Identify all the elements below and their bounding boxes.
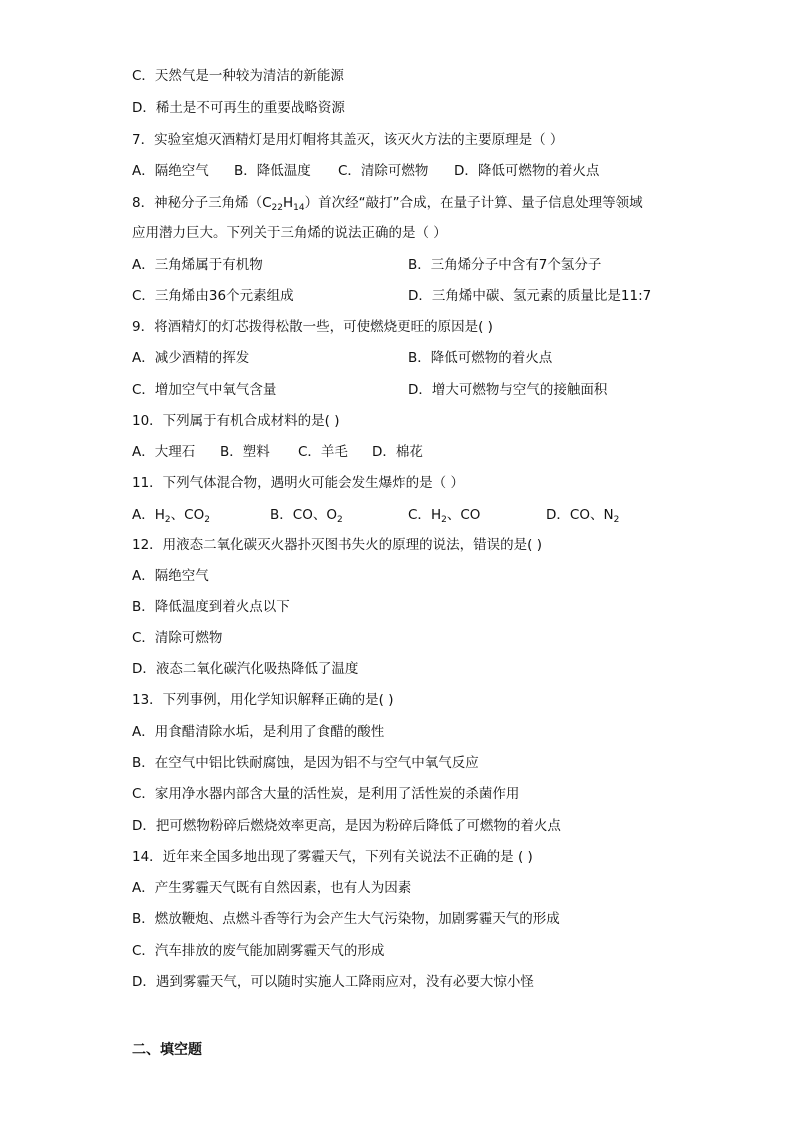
question-14: 14．近年来全国多地出现了雾霾天气，下列有关说法不正确的是 ( ) — [132, 849, 533, 865]
option-6c: C．天然气是一种较为清洁的新能源 — [132, 68, 344, 84]
q10-option-c: C．羊毛 — [298, 444, 348, 460]
section-heading-fill-in: 二、填空题 — [132, 1042, 202, 1058]
q8-text-post: ）首次经“敲打”合成，在量子计算、量子信息处理等领域 — [304, 195, 643, 211]
q14-option-b: B．燃放鞭炮、点燃斗香等行为会产生大气污染物，加剧雾霾天气的形成 — [132, 911, 560, 927]
q8-option-d: D．三角烯中碳、氢元素的质量比是11:7 — [408, 288, 652, 304]
q11-c-formula-2: CO — [460, 507, 481, 523]
q11-c-separator: 、 — [446, 507, 461, 523]
question-10: 10．下列属于有机合成材料的是( ) — [132, 413, 340, 429]
q11-b-label: B． — [270, 507, 293, 523]
question-7: 7．实验室熄灭酒精灯是用灯帽将其盖灭，该灭火方法的主要原理是（ ） — [132, 132, 564, 148]
q10-option-d: D．棉花 — [372, 444, 423, 460]
q11-d-label: D． — [546, 507, 570, 523]
q10-option-b: B．塑料 — [220, 444, 270, 460]
q11-c-formula-1: H — [430, 507, 442, 523]
q11-option-a — [132, 505, 210, 530]
q11-a-formula-2: CO — [184, 507, 205, 523]
option-6d: D．稀土是不可再生的重要战略资源 — [132, 100, 345, 116]
q11-a-separator: 、 — [170, 507, 185, 523]
q11-b-separator: 、 — [312, 507, 327, 523]
q11-b-subscript-2: 2 — [336, 515, 343, 525]
q11-d-formula-2: N — [603, 507, 614, 523]
q7-option-d: D．降低可燃物的着火点 — [454, 163, 600, 179]
question-12: 12．用液态二氧化碳灭火器扑灭图书失火的原理的说法，错误的是( ) — [132, 537, 543, 553]
q9-option-c: C．增加空气中氧气含量 — [132, 382, 277, 398]
q12-option-a: A．隔绝空气 — [132, 568, 209, 584]
question-8-line-1 — [132, 193, 754, 218]
q14-option-c: C．汽车排放的废气能加剧雾霾天气的形成 — [132, 943, 385, 959]
question-9: 9．将酒精灯的灯芯拨得松散一些，可使燃烧更旺的原因是( ) — [132, 319, 493, 335]
q11-option-c — [408, 505, 480, 530]
q11-c-subscript-1: 2 — [441, 515, 447, 525]
q13-option-c: C．家用净水器内部含大量的活性炭，是利用了活性炭的杀菌作用 — [132, 786, 520, 802]
q11-a-subscript-2: 2 — [204, 515, 210, 525]
q9-option-d: D．增大可燃物与空气的接触面积 — [408, 382, 608, 398]
q7-option-b: B．降低温度 — [234, 163, 311, 179]
q8-text-pre: 8．神秘分子三角烯（C — [132, 195, 272, 211]
q14-option-d: D．遇到雾霾天气，可以随时实施人工降雨应对，没有必要大惊小怪 — [132, 974, 534, 990]
q11-option-d — [546, 505, 619, 530]
q8-text-h: H — [282, 195, 294, 211]
q11-d-separator: 、 — [589, 507, 604, 523]
q13-option-b: B．在空气中铝比铁耐腐蚀，是因为铝不与空气中氧气反应 — [132, 755, 479, 771]
q11-b-formula-1: CO — [292, 507, 313, 523]
q8-option-c: C．三角烯由36个元素组成 — [132, 288, 294, 304]
question-8-line-2: 应用潜力巨大。下列关于三角烯的说法正确的是（ ） — [132, 225, 447, 241]
q12-option-b: B．降低温度到着火点以下 — [132, 599, 290, 615]
q7-option-a: A．隔绝空气 — [132, 163, 209, 179]
q9-option-b: B．降低可燃物的着火点 — [408, 350, 553, 366]
q11-d-subscript-2: 2 — [613, 515, 620, 525]
q11-a-label: A． — [132, 507, 155, 523]
q11-a-formula-1: H — [154, 507, 165, 523]
q10-option-a: A．大理石 — [132, 444, 196, 460]
q8-option-b: B．三角烯分子中含有7个氢分子 — [408, 257, 602, 273]
q11-option-b — [270, 505, 343, 530]
question-11: 11．下列气体混合物，遇明火可能会发生爆炸的是（ ） — [132, 475, 464, 491]
q13-option-a: A．用食醋清除水垢，是利用了食醋的酸性 — [132, 724, 385, 740]
q8-option-a: A．三角烯属于有机物 — [132, 257, 263, 273]
q8-subscript-h: 14 — [293, 203, 305, 213]
q12-option-c: C．清除可燃物 — [132, 630, 223, 646]
q14-option-a: A．产生雾霾天气既有自然因素，也有人为因素 — [132, 880, 412, 896]
q13-option-d: D．把可燃物粉碎后燃烧效率更高，是因为粉碎后降低了可燃物的着火点 — [132, 818, 561, 834]
q12-option-d: D．液态二氧化碳汽化吸热降低了温度 — [132, 661, 359, 677]
q11-b-formula-2: O — [326, 507, 337, 523]
q11-d-formula-1: CO — [569, 507, 590, 523]
q8-subscript-c: 22 — [271, 203, 283, 213]
q9-option-a: A．减少酒精的挥发 — [132, 350, 250, 366]
q11-c-label: C． — [408, 507, 431, 523]
question-13: 13．下列事例，用化学知识解释正确的是( ) — [132, 692, 394, 708]
q7-option-c: C．清除可燃物 — [338, 163, 429, 179]
q11-a-subscript-1: 2 — [164, 515, 171, 525]
